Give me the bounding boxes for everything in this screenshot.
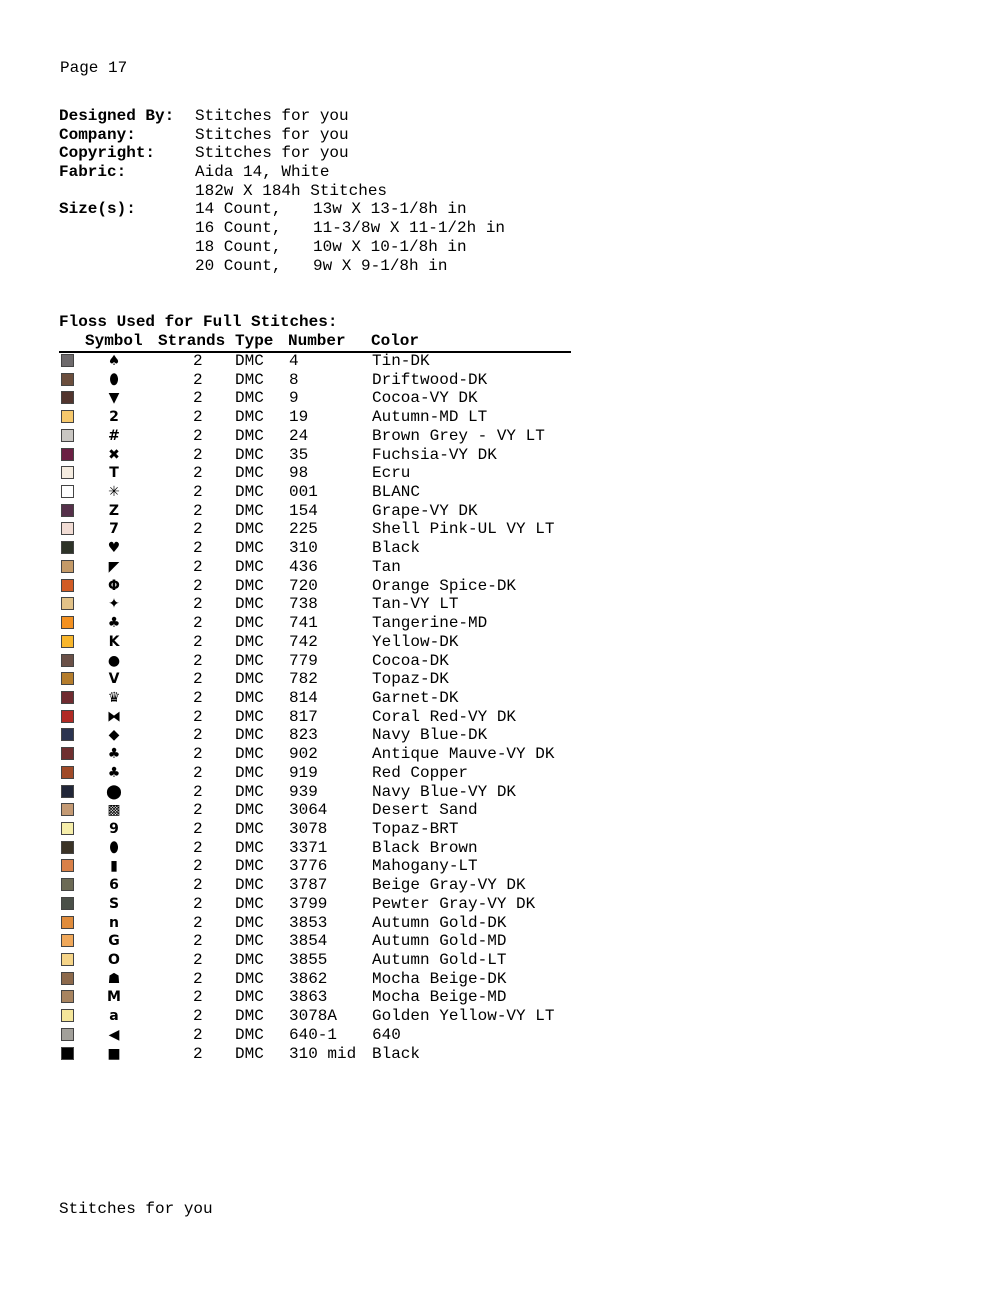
color-name-cell: Tan-VY LT — [372, 595, 459, 614]
number-cell: 3078A — [289, 1007, 338, 1026]
type-cell: DMC — [235, 370, 264, 389]
number-cell: 3787 — [289, 876, 328, 895]
symbol-icon: ⬤ — [106, 783, 122, 800]
company-value: Stitches for you — [195, 125, 349, 144]
color-name-cell: Driftwood-DK — [372, 370, 488, 389]
floss-row — [59, 951, 571, 970]
floss-row — [59, 895, 571, 914]
strands-cell: 2 — [193, 370, 203, 389]
symbol-icon: ⬮ — [109, 371, 119, 388]
type-cell: DMC — [235, 445, 264, 464]
floss-section-title: Floss Used for Full Stitches: — [59, 313, 338, 331]
type-cell: DMC — [235, 1007, 264, 1026]
symbol-icon: ✖ — [108, 446, 120, 463]
color-name-cell: Cocoa-VY DK — [372, 389, 478, 408]
number-cell: 24 — [289, 426, 309, 445]
color-name-cell: Black — [372, 539, 421, 558]
number-cell: 3853 — [289, 913, 328, 932]
symbol-icon: ⧓ — [107, 708, 121, 725]
number-cell: 35 — [289, 445, 309, 464]
strands-cell: 2 — [193, 389, 203, 408]
color-swatch — [61, 859, 74, 872]
color-name-cell: Tangerine-MD — [372, 614, 488, 633]
floss-table-header — [59, 331, 571, 353]
symbol-icon: ☗ — [107, 970, 121, 987]
floss-row — [59, 427, 571, 446]
color-name-cell: Mocha Beige-DK — [372, 969, 507, 988]
color-swatch — [61, 635, 74, 648]
type-cell: DMC — [235, 352, 264, 370]
floss-row — [59, 857, 571, 876]
symbol-icon: ♣ — [107, 746, 121, 763]
number-cell: 154 — [289, 501, 318, 520]
number-cell: 640-1 — [289, 1025, 338, 1044]
company-label: Company: — [59, 125, 136, 144]
strands-cell: 2 — [193, 614, 203, 633]
fabric-value: Aida 14, White — [195, 163, 330, 182]
color-swatch — [61, 1009, 74, 1022]
symbol-icon: ⬮ — [109, 839, 119, 856]
strands-cell: 2 — [193, 557, 203, 576]
color-swatch — [61, 841, 74, 854]
floss-row — [59, 352, 571, 371]
number-cell: 720 — [289, 576, 318, 595]
strands-cell: 2 — [193, 763, 203, 782]
copyright-value: Stitches for you — [195, 144, 349, 163]
color-name-cell: Yellow-DK — [372, 632, 459, 651]
color-swatch — [61, 990, 74, 1003]
size-count: 14 Count, — [195, 200, 282, 219]
type-cell: DMC — [235, 951, 264, 969]
type-cell: DMC — [235, 670, 264, 689]
strands-cell: 2 — [193, 951, 203, 969]
type-cell: DMC — [235, 1044, 264, 1063]
color-name-cell: Shell Pink-UL VY LT — [372, 520, 555, 539]
number-cell: 782 — [289, 670, 318, 689]
type-cell: DMC — [235, 389, 264, 408]
type-cell: DMC — [235, 483, 264, 502]
floss-row — [59, 783, 571, 802]
stitch-count: 182w X 184h Stitches — [195, 181, 388, 200]
type-cell: DMC — [235, 857, 264, 876]
type-cell: DMC — [235, 688, 264, 707]
floss-row — [59, 839, 571, 858]
symbol-icon: 2 — [109, 409, 119, 426]
symbol-icon: V — [108, 671, 120, 688]
color-swatch — [61, 916, 74, 929]
floss-row — [59, 539, 571, 558]
header-strands: Strands — [158, 332, 226, 350]
floss-row — [59, 914, 571, 933]
floss-row — [59, 1026, 571, 1045]
strands-cell: 2 — [193, 426, 203, 445]
color-swatch — [61, 560, 74, 573]
floss-row — [59, 595, 571, 614]
symbol-icon: ▼ — [108, 390, 120, 407]
color-name-cell: Tan — [372, 557, 401, 576]
symbol-icon: ◀ — [108, 1026, 120, 1043]
type-cell: DMC — [235, 426, 264, 445]
number-cell: 3371 — [289, 838, 328, 857]
number-cell: 902 — [289, 745, 318, 764]
floss-row — [59, 988, 571, 1007]
copyright-label: Copyright: — [59, 144, 156, 163]
designed-by-label: Designed By: — [59, 107, 175, 125]
type-cell: DMC — [235, 632, 264, 651]
number-cell: 3863 — [289, 988, 328, 1007]
color-swatch — [61, 822, 74, 835]
symbol-icon: ▮ — [110, 858, 118, 875]
strands-cell: 2 — [193, 969, 203, 988]
color-swatch — [61, 541, 74, 554]
color-name-cell: Black Brown — [372, 838, 478, 857]
floss-row — [59, 932, 571, 951]
type-cell: DMC — [235, 651, 264, 670]
number-cell: 823 — [289, 726, 318, 745]
color-swatch — [61, 728, 74, 741]
number-cell: 3064 — [289, 801, 328, 820]
symbol-icon: 7 — [109, 521, 119, 538]
strands-cell: 2 — [193, 520, 203, 539]
strands-cell: 2 — [193, 1025, 203, 1044]
type-cell: DMC — [235, 726, 264, 745]
color-swatch — [61, 654, 74, 667]
number-cell: 742 — [289, 632, 318, 651]
color-swatch — [61, 747, 74, 760]
strands-cell: 2 — [193, 932, 203, 951]
floss-table-body — [59, 352, 571, 1063]
floss-row — [59, 389, 571, 408]
type-cell: DMC — [235, 539, 264, 558]
header-type: Type — [235, 332, 274, 350]
color-swatch — [61, 485, 74, 498]
floss-row — [59, 1007, 571, 1026]
color-swatch — [61, 672, 74, 685]
strands-cell: 2 — [193, 1044, 203, 1063]
strands-cell: 2 — [193, 464, 203, 483]
strands-cell: 2 — [193, 632, 203, 651]
symbol-icon: ✦ — [108, 596, 120, 613]
color-swatch — [61, 410, 74, 423]
type-cell: DMC — [235, 876, 264, 895]
type-cell: DMC — [235, 801, 264, 820]
floss-row — [59, 764, 571, 783]
number-cell: 3855 — [289, 951, 328, 969]
color-name-cell: Mahogany-LT — [372, 857, 478, 876]
strands-cell: 2 — [193, 876, 203, 895]
color-swatch — [61, 934, 74, 947]
floss-row — [59, 801, 571, 820]
floss-row — [59, 670, 571, 689]
number-cell: 3799 — [289, 894, 328, 913]
color-name-cell: Autumn-MD LT — [372, 408, 488, 427]
symbol-icon: ♠ — [107, 353, 121, 369]
color-name-cell: Fuchsia-VY DK — [372, 445, 497, 464]
symbol-icon: S — [108, 895, 120, 912]
floss-row — [59, 633, 571, 652]
color-name-cell: Autumn Gold-DK — [372, 913, 507, 932]
floss-row — [59, 502, 571, 521]
color-name-cell: Desert Sand — [372, 801, 478, 820]
symbol-icon: Φ — [108, 577, 120, 594]
color-swatch — [61, 391, 74, 404]
floss-row — [59, 408, 571, 427]
header-color: Color — [371, 332, 420, 350]
symbol-icon: ● — [107, 652, 121, 669]
type-cell: DMC — [235, 408, 264, 427]
color-name-cell: Topaz-DK — [372, 670, 449, 689]
symbol-icon: ◤ — [108, 558, 120, 575]
symbol-icon: K — [108, 633, 120, 650]
color-swatch — [61, 429, 74, 442]
color-name-cell: Autumn Gold-LT — [372, 951, 507, 969]
symbol-icon: ♥ — [107, 540, 121, 557]
number-cell: 817 — [289, 707, 318, 726]
strands-cell: 2 — [193, 408, 203, 427]
type-cell: DMC — [235, 819, 264, 838]
type-cell: DMC — [235, 614, 264, 633]
symbol-icon: T — [109, 465, 119, 482]
strands-cell: 2 — [193, 539, 203, 558]
floss-row — [59, 876, 571, 895]
color-name-cell: Red Copper — [372, 763, 469, 782]
color-swatch — [61, 597, 74, 610]
color-name-cell: Autumn Gold-MD — [372, 932, 507, 951]
color-name-cell: 640 — [372, 1025, 401, 1044]
size-count: 18 Count, — [195, 237, 282, 256]
type-cell: DMC — [235, 763, 264, 782]
strands-cell: 2 — [193, 651, 203, 670]
strands-cell: 2 — [193, 801, 203, 820]
color-name-cell: Navy Blue-DK — [372, 726, 488, 745]
symbol-icon: ▩ — [107, 802, 121, 819]
type-cell: DMC — [235, 988, 264, 1007]
color-swatch — [61, 522, 74, 535]
type-cell: DMC — [235, 707, 264, 726]
color-name-cell: Coral Red-VY DK — [372, 707, 517, 726]
number-cell: 741 — [289, 614, 318, 633]
number-cell: 3078 — [289, 819, 328, 838]
number-cell: 9 — [289, 389, 299, 408]
number-cell: 3776 — [289, 857, 328, 876]
strands-cell: 2 — [193, 352, 203, 370]
color-swatch — [61, 466, 74, 479]
symbol-icon: ♛ — [107, 689, 121, 706]
type-cell: DMC — [235, 838, 264, 857]
color-swatch — [61, 1047, 74, 1060]
strands-cell: 2 — [193, 1007, 203, 1026]
floss-row — [59, 483, 571, 502]
color-name-cell: Orange Spice-DK — [372, 576, 517, 595]
strands-cell: 2 — [193, 988, 203, 1007]
color-name-cell: Golden Yellow-VY LT — [372, 1007, 555, 1026]
symbol-icon: ✳ — [108, 484, 120, 501]
strands-cell: 2 — [193, 501, 203, 520]
floss-row — [59, 1045, 571, 1064]
type-cell: DMC — [235, 595, 264, 614]
header-symbol: Symbol — [85, 332, 143, 350]
strands-cell: 2 — [193, 726, 203, 745]
strands-cell: 2 — [193, 782, 203, 801]
strands-cell: 2 — [193, 707, 203, 726]
floss-row — [59, 520, 571, 539]
page-number: Page 17 — [60, 59, 128, 77]
color-swatch — [61, 878, 74, 891]
type-cell: DMC — [235, 782, 264, 801]
type-cell: DMC — [235, 576, 264, 595]
color-swatch — [61, 579, 74, 592]
type-cell: DMC — [235, 745, 264, 764]
color-swatch — [61, 766, 74, 779]
floss-row — [59, 708, 571, 727]
color-name-cell: BLANC — [372, 483, 421, 502]
type-cell: DMC — [235, 1025, 264, 1044]
sizes-label: Size(s): — [59, 200, 136, 219]
number-cell: 919 — [289, 763, 318, 782]
symbol-icon: M — [107, 989, 121, 1006]
size-dimensions: 11-3/8w X 11-1/2h in — [313, 219, 506, 238]
floss-row — [59, 577, 571, 596]
number-cell: 814 — [289, 688, 318, 707]
color-swatch — [61, 373, 74, 386]
number-cell: 98 — [289, 464, 309, 483]
color-swatch — [61, 953, 74, 966]
type-cell: DMC — [235, 932, 264, 951]
type-cell: DMC — [235, 969, 264, 988]
type-cell: DMC — [235, 913, 264, 932]
floss-row — [59, 745, 571, 764]
footer-text: Stitches for you — [59, 1200, 213, 1218]
color-name-cell: Antique Mauve-VY DK — [372, 745, 555, 764]
color-name-cell: Navy Blue-VY DK — [372, 782, 517, 801]
strands-cell: 2 — [193, 576, 203, 595]
number-cell: 939 — [289, 782, 318, 801]
number-cell: 3854 — [289, 932, 328, 951]
symbol-icon: ■ — [107, 1045, 121, 1062]
symbol-icon: ♣ — [107, 615, 121, 632]
floss-row — [59, 689, 571, 708]
size-count: 20 Count, — [195, 256, 282, 275]
symbol-icon: ♣ — [107, 764, 121, 781]
strands-cell: 2 — [193, 670, 203, 689]
color-name-cell: Topaz-BRT — [372, 819, 459, 838]
symbol-icon: a — [109, 1008, 119, 1025]
color-swatch — [61, 803, 74, 816]
number-cell: 19 — [289, 408, 309, 427]
type-cell: DMC — [235, 464, 264, 483]
strands-cell: 2 — [193, 445, 203, 464]
color-swatch — [61, 710, 74, 723]
symbol-icon: O — [108, 952, 120, 968]
floss-row — [59, 726, 571, 745]
color-name-cell: Grape-VY DK — [372, 501, 478, 520]
strands-cell: 2 — [193, 819, 203, 838]
strands-cell: 2 — [193, 595, 203, 614]
strands-cell: 2 — [193, 913, 203, 932]
symbol-icon: 9 — [109, 820, 119, 837]
number-cell: 779 — [289, 651, 318, 670]
symbol-icon: n — [109, 914, 119, 931]
color-name-cell: Cocoa-DK — [372, 651, 449, 670]
color-name-cell: Brown Grey - VY LT — [372, 426, 545, 445]
size-dimensions: 13w X 13-1/8h in — [313, 200, 467, 219]
number-cell: 310 — [289, 539, 318, 558]
strands-cell: 2 — [193, 838, 203, 857]
color-name-cell: Pewter Gray-VY DK — [372, 894, 536, 913]
strands-cell: 2 — [193, 894, 203, 913]
color-swatch — [61, 1028, 74, 1041]
floss-row — [59, 446, 571, 465]
strands-cell: 2 — [193, 483, 203, 502]
number-cell: 001 — [289, 483, 318, 502]
floss-row — [59, 820, 571, 839]
number-cell: 8 — [289, 370, 299, 389]
floss-row — [59, 970, 571, 989]
number-cell: 738 — [289, 595, 318, 614]
fabric-label: Fabric: — [59, 163, 127, 182]
symbol-icon: ◆ — [108, 727, 120, 744]
floss-row — [59, 558, 571, 577]
number-cell: 436 — [289, 557, 318, 576]
symbol-icon: # — [108, 427, 120, 444]
color-swatch — [61, 897, 74, 910]
color-name-cell: Mocha Beige-MD — [372, 988, 507, 1007]
color-swatch — [61, 785, 74, 798]
floss-row — [59, 652, 571, 671]
type-cell: DMC — [235, 894, 264, 913]
strands-cell: 2 — [193, 745, 203, 764]
number-cell: 225 — [289, 520, 318, 539]
strands-cell: 2 — [193, 688, 203, 707]
color-swatch — [61, 504, 74, 517]
number-cell: 4 — [289, 352, 299, 370]
symbol-icon: 6 — [109, 877, 119, 894]
color-swatch — [61, 616, 74, 629]
size-count: 16 Count, — [195, 219, 282, 238]
color-name-cell: Garnet-DK — [372, 688, 459, 707]
color-name-cell: Black — [372, 1044, 421, 1063]
color-swatch — [61, 354, 74, 367]
floss-row — [59, 464, 571, 483]
strands-cell: 2 — [193, 857, 203, 876]
symbol-icon: G — [108, 933, 120, 950]
color-swatch — [61, 972, 74, 985]
number-cell: 310 mid — [289, 1044, 357, 1063]
color-name-cell: Ecru — [372, 464, 411, 483]
floss-row — [59, 614, 571, 633]
size-dimensions: 10w X 10-1/8h in — [313, 237, 467, 256]
color-swatch — [61, 691, 74, 704]
type-cell: DMC — [235, 557, 264, 576]
floss-row — [59, 371, 571, 390]
designed-by-value: Stitches for you — [195, 107, 349, 125]
symbol-icon: Z — [108, 502, 120, 519]
color-name-cell: Tin-DK — [372, 352, 430, 370]
number-cell: 3862 — [289, 969, 328, 988]
type-cell: DMC — [235, 501, 264, 520]
header-number: Number — [288, 332, 346, 350]
color-name-cell: Beige Gray-VY DK — [372, 876, 526, 895]
color-swatch — [61, 448, 74, 461]
size-dimensions: 9w X 9-1/8h in — [313, 256, 448, 275]
type-cell: DMC — [235, 520, 264, 539]
